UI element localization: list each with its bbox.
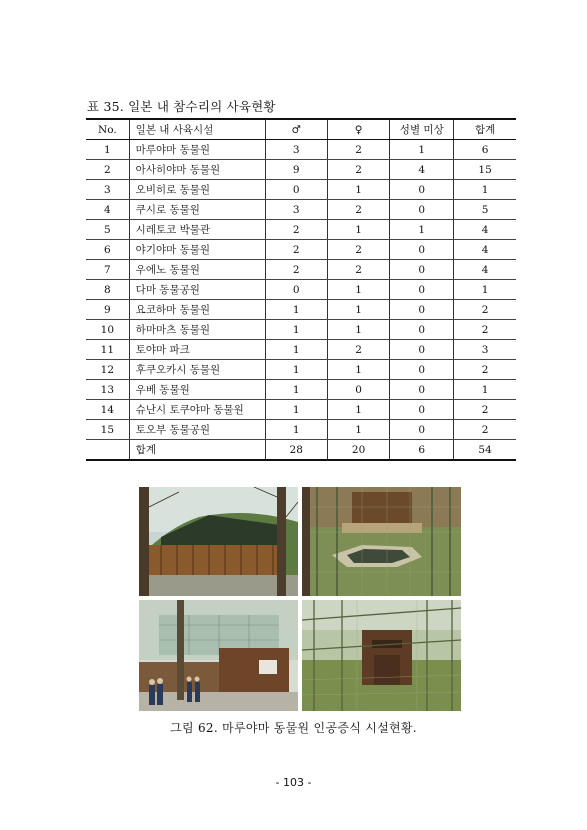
cell-total: 1 [454,380,516,400]
cell-male: 1 [265,360,327,380]
page-number: - 103 - [275,776,312,789]
cell-total: 4 [454,260,516,280]
header-total: 합계 [454,119,516,140]
photo-nesting-tower [302,600,461,711]
table-row [86,260,516,280]
cell-no: 13 [86,380,129,400]
captive-status-table [86,118,516,461]
cell-female: 0 [327,380,389,400]
cell-unknown: 0 [390,260,454,280]
cell-no: 12 [86,360,129,380]
cell-male: 1 [265,400,327,420]
cell-total: 6 [454,140,516,160]
table-row [86,180,516,200]
cell-total: 2 [454,320,516,340]
cell-facility: 토오부 동물공원 [129,420,265,440]
cell-unknown: 0 [390,400,454,420]
cell-unknown: 0 [390,280,454,300]
photo-aviary-exterior [139,487,298,596]
cell-total: 4 [454,220,516,240]
header-no: No. [86,119,129,140]
table-row [86,300,516,320]
cell-male: 2 [265,220,327,240]
cell-male: 9 [265,160,327,180]
cell-no: 5 [86,220,129,240]
cell-facility: 아사히야마 동물원 [129,160,265,180]
cell-female: 2 [327,260,389,280]
table-row [86,160,516,180]
cell-facility: 쿠시로 동물원 [129,200,265,220]
cell-total: 3 [454,340,516,360]
cell-facility: 다마 동물공원 [129,280,265,300]
cell-unknown: 0 [390,420,454,440]
cell-male: 28 [265,440,327,461]
cell-female: 1 [327,220,389,240]
figure-caption: 그림 62. 마루야마 동물원 인공증식 시설현황. [170,721,417,735]
cell-unknown: 1 [390,220,454,240]
header-facility: 일본 내 사육시설 [129,119,265,140]
cell-male: 1 [265,420,327,440]
cell-male: 3 [265,200,327,220]
cell-unknown: 0 [390,380,454,400]
table-row [86,220,516,240]
cell-unknown: 0 [390,240,454,260]
cell-total: 2 [454,400,516,420]
cell-male: 1 [265,320,327,340]
cell-facility: 우베 동물원 [129,380,265,400]
table-row [86,340,516,360]
cell-female: 2 [327,160,389,180]
cell-total: 1 [454,180,516,200]
header-male: ♂ [265,119,327,140]
cell-facility: 우에노 동물원 [129,260,265,280]
cell-female: 1 [327,320,389,340]
cell-male: 1 [265,380,327,400]
cell-female: 20 [327,440,389,461]
cell-no [86,440,129,461]
table-row [86,320,516,340]
cell-female: 1 [327,400,389,420]
cell-male: 2 [265,260,327,280]
cell-unknown: 0 [390,340,454,360]
cell-total: 2 [454,420,516,440]
table-row [86,360,516,380]
cell-facility: 마루야마 동물원 [129,140,265,160]
cell-no: 2 [86,160,129,180]
cell-female: 2 [327,240,389,260]
cell-male: 3 [265,140,327,160]
cell-unknown: 1 [390,140,454,160]
cell-no: 3 [86,180,129,200]
photo-keeper-building [139,600,298,711]
cell-facility: 요코하마 동물원 [129,300,265,320]
cell-no: 10 [86,320,129,340]
table-row [86,280,516,300]
cell-male: 0 [265,280,327,300]
cell-female: 2 [327,340,389,360]
cell-no: 15 [86,420,129,440]
cell-total: 15 [454,160,516,180]
cell-female: 1 [327,180,389,200]
cell-no: 8 [86,280,129,300]
header-female: ♀ [327,119,389,140]
cell-unknown: 0 [390,300,454,320]
cell-male: 1 [265,300,327,320]
cell-total: 4 [454,240,516,260]
table-row [86,240,516,260]
cell-facility: 야기야마 동물원 [129,240,265,260]
cell-no: 14 [86,400,129,420]
table-row [86,380,516,400]
cell-female: 2 [327,200,389,220]
table-row [86,440,516,461]
cell-unknown: 4 [390,160,454,180]
cell-female: 1 [327,420,389,440]
cell-female: 1 [327,300,389,320]
cell-female: 1 [327,360,389,380]
cell-facility: 슈난시 토쿠야마 동물원 [129,400,265,420]
cell-unknown: 0 [390,360,454,380]
cell-female: 2 [327,140,389,160]
cell-total: 1 [454,280,516,300]
cell-unknown: 0 [390,200,454,220]
cell-facility: 하마마츠 동물원 [129,320,265,340]
header-unknown: 성별 미상 [390,119,454,140]
cell-total: 54 [454,440,516,461]
photo-aviary-pond [302,487,461,596]
cell-no: 4 [86,200,129,220]
cell-male: 1 [265,340,327,360]
table-title: 표 35. 일본 내 참수리의 사육현황 [87,99,276,114]
table-row [86,420,516,440]
cell-total: 5 [454,200,516,220]
cell-no: 1 [86,140,129,160]
cell-no: 7 [86,260,129,280]
table-row [86,200,516,220]
cell-female: 1 [327,280,389,300]
cell-no: 11 [86,340,129,360]
table-row [86,140,516,160]
cell-unknown: 0 [390,320,454,340]
table-row [86,400,516,420]
cell-facility: 토야마 파크 [129,340,265,360]
cell-unknown: 6 [390,440,454,461]
cell-unknown: 0 [390,180,454,200]
cell-male: 0 [265,180,327,200]
cell-facility: 후쿠오카시 동물원 [129,360,265,380]
table-header-row [86,119,516,140]
cell-facility: 오비히로 동물원 [129,180,265,200]
cell-facility: 시레토코 박물관 [129,220,265,240]
cell-no: 6 [86,240,129,260]
cell-facility: 합계 [129,440,265,461]
cell-total: 2 [454,300,516,320]
cell-total: 2 [454,360,516,380]
cell-male: 2 [265,240,327,260]
cell-no: 9 [86,300,129,320]
